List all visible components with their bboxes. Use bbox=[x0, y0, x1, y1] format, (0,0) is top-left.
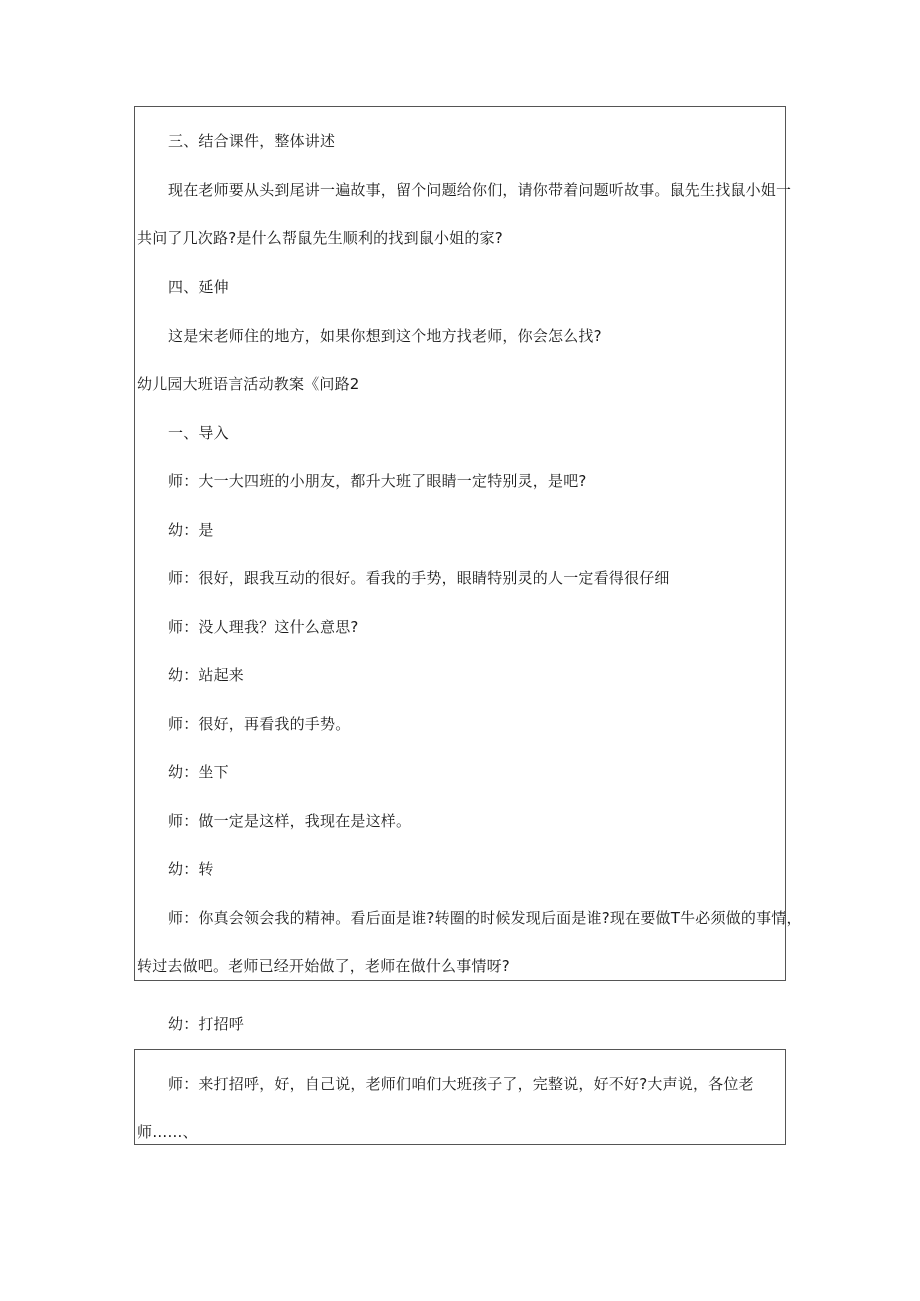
dialogue-line: 师：你真会领会我的精神。看后面是谁?转圈的时候发现后面是谁?现在要做T牛必须做的事情， bbox=[168, 909, 802, 927]
dialogue-line: 师：来打招呼，好，自己说，老师们咱们大班孩子了，完整说，好不好?大声说，各位老 bbox=[168, 1075, 754, 1093]
dialogue-line: 师：做一定是这样，我现在是这样。 bbox=[168, 812, 412, 830]
paragraph-line: 共问了几次路?是什么帮鼠先生顺利的找到鼠小姐的家? bbox=[137, 229, 503, 247]
dialogue-line: 师：很好，再看我的手势。 bbox=[168, 715, 351, 733]
dialogue-line: 幼：打招呼 bbox=[168, 1015, 245, 1033]
dialogue-line: 幼：站起来 bbox=[168, 666, 245, 684]
section-heading-1: 一、导入 bbox=[168, 424, 229, 442]
dialogue-line: 幼：是 bbox=[168, 521, 214, 539]
paragraph-line: 现在老师要从头到尾讲一遍故事，留个问题给你们，请你带着问题听故事。鼠先生找鼠小姐一 bbox=[168, 181, 792, 199]
dialogue-line: 师：大一大四班的小朋友，都升大班了眼睛一定特别灵，是吧? bbox=[168, 472, 587, 490]
dialogue-line: 幼：转 bbox=[168, 860, 214, 878]
section-heading-4: 四、延伸 bbox=[168, 278, 229, 296]
dialogue-line: 师：很好，跟我互动的很好。看我的手势，眼睛特别灵的人一定看得很仔细 bbox=[168, 569, 670, 587]
dialogue-line: 转过去做吧。老师已经开始做了，老师在做什么事情呀? bbox=[137, 957, 510, 975]
dialogue-line: 师：没人理我？这什么意思? bbox=[168, 618, 359, 636]
dialogue-line: 师……、 bbox=[137, 1123, 198, 1141]
content-box-bottom bbox=[134, 1049, 786, 1145]
dialogue-line: 幼：坐下 bbox=[168, 763, 229, 781]
lesson-title: 幼儿园大班语言活动教案《问路2 bbox=[137, 375, 360, 393]
section-heading-3: 三、结合课件，整体讲述 bbox=[168, 132, 336, 150]
paragraph-line: 这是宋老师住的地方，如果你想到这个地方找老师，你会怎么找? bbox=[168, 327, 602, 345]
